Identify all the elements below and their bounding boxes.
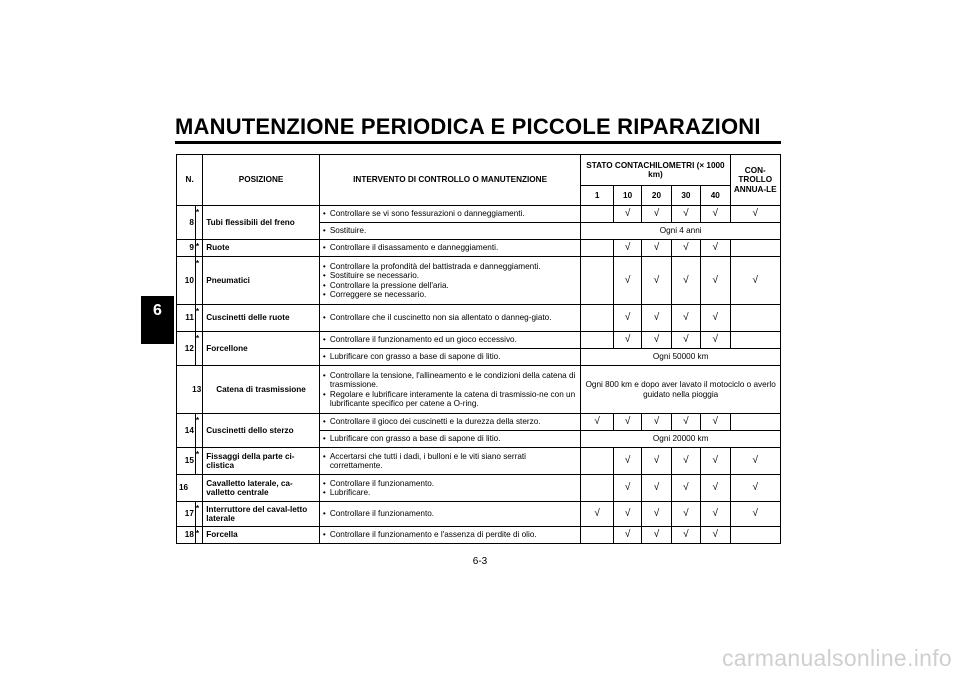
check-mark: √	[671, 448, 700, 475]
table-row	[177, 448, 781, 475]
check-mark: √	[730, 475, 780, 502]
header-row	[177, 155, 781, 186]
action-item: • Controllare la pressione dell'aria.	[323, 281, 578, 290]
row-action	[319, 257, 581, 305]
check-mark: √	[701, 414, 730, 431]
row-action	[319, 206, 581, 223]
row-action	[319, 332, 581, 349]
row-position: Pneumatici	[203, 257, 320, 305]
action-item: • Controllare la profondità del battistrada e danneggiamenti.	[323, 262, 578, 271]
check-mark: √	[613, 448, 641, 475]
check-mark: √	[701, 305, 730, 332]
check-mark: √	[671, 305, 700, 332]
table-row	[177, 366, 781, 414]
table-row	[177, 305, 781, 332]
table-row	[177, 414, 781, 431]
action-item: • Controllare che il cuscinetto non sia allentato o danneg-giato.	[323, 313, 578, 322]
check-mark: √	[613, 240, 641, 257]
check-mark: √	[613, 475, 641, 502]
row-number: 18	[177, 527, 196, 544]
action-item: • Controllare il disassamento e danneggiamenti.	[323, 243, 578, 252]
check-mark: √	[730, 502, 780, 527]
row-action	[319, 240, 581, 257]
check-mark: √	[701, 475, 730, 502]
header-annual: CON-TROLLO ANNUA-LE	[730, 155, 780, 206]
action-item: • Sostituire.	[323, 226, 578, 235]
page-title: MANUTENZIONE PERIODICA E PICCOLE RIPARAZIONI	[175, 114, 761, 139]
check-mark: √	[613, 502, 641, 527]
row-action	[319, 475, 581, 502]
check-mark: √	[613, 332, 641, 349]
action-item: • Controllare la tensione, l'allineamento e le condizioni della catena di trasmissione.	[323, 371, 578, 390]
star-mark: *	[195, 448, 202, 475]
km-col: 40	[701, 186, 730, 206]
check-mark: √	[613, 257, 641, 305]
table-row	[177, 527, 781, 544]
action-item: • Lubrificare con grasso a base di sapone di litio.	[323, 352, 578, 361]
row-position: Forcellone	[203, 332, 320, 366]
check-mark: √	[701, 527, 730, 544]
star-mark: *	[195, 527, 202, 544]
action-item: • Lubrificare con grasso a base di sapone di litio.	[323, 434, 578, 443]
row-action	[319, 366, 581, 414]
check-mark: √	[701, 502, 730, 527]
check-mark: √	[642, 206, 671, 223]
interval-note: Ogni 50000 km	[581, 349, 781, 366]
row-position: Forcella	[203, 527, 320, 544]
km-col: 1	[581, 186, 614, 206]
action-item: • Regolare e lubrificare interamente la catena di trasmissio-ne con un lubrificante specifico per catene a O-ring.	[323, 390, 578, 409]
interval-note: Ogni 4 anni	[581, 223, 781, 240]
action-item: • Controllare se vi sono fessurazioni o danneggiamenti.	[323, 209, 578, 218]
check-mark: √	[730, 257, 780, 305]
row-position: Cuscinetti dello sterzo	[203, 414, 320, 448]
action-item: • Lubrificare.	[323, 488, 578, 497]
row-action	[319, 223, 581, 240]
check-mark: √	[642, 305, 671, 332]
table-row	[177, 332, 781, 349]
check-mark: √	[642, 475, 671, 502]
check-mark: √	[671, 414, 700, 431]
header-n: N.	[177, 155, 203, 206]
row-action	[319, 305, 581, 332]
action-item: • Controllare il funzionamento e l'assenza di perdite di olio.	[323, 530, 578, 539]
km-col: 10	[613, 186, 641, 206]
row-number: 17	[177, 502, 196, 527]
star-mark: *	[195, 414, 202, 448]
check-mark: √	[613, 206, 641, 223]
table-row	[177, 257, 781, 305]
check-mark: √	[730, 206, 780, 223]
check-mark: √	[642, 414, 671, 431]
watermark: carmanualsonline.info	[721, 645, 952, 671]
check-mark: √	[671, 257, 700, 305]
check-mark: √	[671, 502, 700, 527]
interval-note: Ogni 800 km e dopo aver lavato il motociclo o averlo guidato nella pioggia	[581, 366, 781, 414]
star-mark: *	[195, 240, 202, 257]
km-col: 20	[642, 186, 671, 206]
row-position: Catena di trasmissione	[203, 366, 320, 414]
header-intervention: INTERVENTO DI CONTROLLO O MANUTENZIONE	[319, 155, 581, 206]
check-mark: √	[701, 448, 730, 475]
check-mark: √	[642, 332, 671, 349]
check-mark: √	[642, 527, 671, 544]
check-mark: √	[701, 240, 730, 257]
check-mark: √	[613, 527, 641, 544]
row-number: 16	[177, 475, 203, 502]
table-row	[177, 240, 781, 257]
maintenance-table	[176, 154, 781, 544]
row-number: 13	[177, 366, 203, 414]
action-item: • Sostituire se necessario.	[323, 271, 578, 280]
check-mark: √	[671, 332, 700, 349]
action-item: • Controllare il funzionamento.	[323, 479, 578, 488]
row-action	[319, 414, 581, 431]
check-mark: √	[642, 240, 671, 257]
row-position: Fissaggi della parte ci-clistica	[203, 448, 320, 475]
check-mark: √	[701, 257, 730, 305]
check-mark: √	[671, 527, 700, 544]
check-mark: √	[671, 240, 700, 257]
row-number: 12	[177, 332, 196, 366]
star-mark: *	[195, 502, 202, 527]
row-action	[319, 431, 581, 448]
star-mark: *	[195, 206, 202, 240]
header-odometer: STATO CONTACHILOMETRI (× 1000 km)	[581, 155, 730, 186]
star-mark: *	[195, 305, 202, 332]
row-number: 9	[177, 240, 196, 257]
row-action	[319, 349, 581, 366]
action-item: • Accertarsi che tutti i dadi, i bulloni e le viti siano serrati correttamente.	[323, 452, 578, 471]
check-mark: √	[730, 448, 780, 475]
star-mark: *	[195, 257, 202, 305]
row-position: Cavalletto laterale, ca-valletto centrale	[203, 475, 320, 502]
check-mark: √	[671, 206, 700, 223]
check-mark: √	[581, 414, 614, 431]
star-mark: *	[195, 332, 202, 366]
check-mark: √	[642, 502, 671, 527]
check-mark: √	[613, 305, 641, 332]
check-mark: √	[701, 206, 730, 223]
row-position: Cuscinetti delle ruote	[203, 305, 320, 332]
interval-note: Ogni 20000 km	[581, 431, 781, 448]
row-position: Tubi flessibili del freno	[203, 206, 320, 240]
row-number: 8	[177, 206, 196, 240]
action-item: • Controllare il funzionamento ed un gioco eccessivo.	[323, 335, 578, 344]
action-item: • Controllare il funzionamento.	[323, 509, 578, 518]
table-row	[177, 502, 781, 527]
row-action	[319, 502, 581, 527]
row-number: 10	[177, 257, 196, 305]
row-number: 14	[177, 414, 196, 448]
check-mark: √	[701, 332, 730, 349]
row-action	[319, 448, 581, 475]
check-mark: √	[613, 414, 641, 431]
row-number: 11	[177, 305, 196, 332]
table-row	[177, 475, 781, 502]
title-rule	[175, 141, 781, 144]
header-position: POSIZIONE	[203, 155, 320, 206]
row-position: Interruttore del caval-letto laterale	[203, 502, 320, 527]
row-number: 15	[177, 448, 196, 475]
check-mark: √	[581, 502, 614, 527]
km-col: 30	[671, 186, 700, 206]
action-item: • Controllare il gioco dei cuscinetti e la durezza della sterzo.	[323, 417, 578, 426]
action-item: • Correggere se necessario.	[323, 290, 578, 299]
check-mark: √	[642, 257, 671, 305]
page-number: 6-3	[472, 556, 488, 567]
check-mark: √	[642, 448, 671, 475]
row-action	[319, 527, 581, 544]
table-row	[177, 206, 781, 223]
row-position: Ruote	[203, 240, 320, 257]
check-mark: √	[671, 475, 700, 502]
chapter-tab: 6	[141, 296, 174, 344]
